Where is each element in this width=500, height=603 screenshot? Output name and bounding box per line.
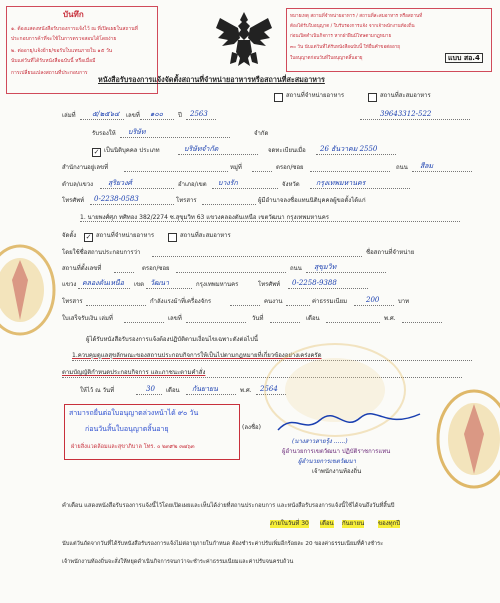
top-left-stamp-title: บันทึก bbox=[63, 10, 84, 19]
dotted-line bbox=[90, 204, 174, 205]
dotted-line bbox=[136, 394, 162, 395]
option-food-storage-label: สถานที่สะสมอาหาร bbox=[380, 92, 431, 99]
registered-date: 26 ธันวาคม 2550 bbox=[320, 145, 378, 153]
issued-year: 2564 bbox=[260, 385, 278, 393]
fee-value: 200 bbox=[366, 296, 380, 304]
dotted-line bbox=[354, 305, 394, 306]
issued-date-label: ให้ไว้ ณ วันที่ bbox=[80, 387, 115, 394]
dotted-line bbox=[114, 272, 134, 273]
setup-label: จัดตั้ง bbox=[62, 232, 77, 239]
receipt-label: ใบเสร็จรับเงิน เล่มที่ bbox=[62, 315, 113, 322]
authorized-person: 1. นายพงศ์ศุภ ทศิทอง 382/2274 ซ.สุขุมวิท 63 แขวงคลองตันเหนือ เขตวัฒนา กรุงเทพมหานคร bbox=[80, 214, 329, 221]
dotted-line bbox=[140, 119, 174, 120]
top-right-stamp bbox=[286, 8, 492, 72]
dotted-line bbox=[80, 221, 460, 222]
document-title: หนังสือรับรองการแจ้งจัดตั้งสถานที่จำหน่ายอาหารหรือสถานที่สะสมอาหาร bbox=[98, 75, 325, 84]
issued-year-label: พ.ศ. bbox=[240, 387, 252, 394]
year-label: ปี bbox=[178, 112, 182, 119]
conditions-heading: ผู้ได้รับหนังสือรับรองการแจ้งต้องปฏิบัติตามเงื่อนไขเฉพาะดังต่อไปนี้ bbox=[86, 336, 258, 343]
fee-label: ค่าธรรมเนียม bbox=[312, 298, 348, 305]
location-khet-label: เขต bbox=[134, 281, 145, 288]
top-left-stamp-line: นับแต่วันที่ได้รับหนังสือฉบับนี้ หรือเมื่อมี bbox=[11, 58, 96, 64]
issued-month: กันยายน bbox=[192, 385, 218, 393]
receipt-month-label: เดือน bbox=[306, 315, 320, 322]
dotted-line bbox=[288, 288, 368, 289]
location-road-value: สุขุมวิท bbox=[314, 263, 337, 271]
phone-label: โทรศัพท์ bbox=[62, 197, 85, 204]
dotted-line bbox=[326, 322, 380, 323]
dotted-line bbox=[402, 322, 442, 323]
top-right-stamp-line: ๓๐ วัน นับแต่วันที่ได้รับหนังสือฉบับนี้ ให้ยื่นคำขอต่ออายุ bbox=[290, 45, 400, 50]
ref-code: 39643312-522 bbox=[380, 110, 432, 118]
form-code: แบบ สอ.4 bbox=[445, 53, 483, 63]
authorized-label: ผู้มีอำนาจลงชื่อแทนนิติบุคคลผู้ขอตั้งได้แก่ bbox=[258, 197, 366, 204]
office-label: สำนักงานอยู่เลขที่ bbox=[62, 164, 109, 171]
renewal-stamp-line: ก่อนวันสิ้นใบอนุญาตสิ้นอายุ bbox=[85, 425, 169, 433]
book-number-label: เล่มที่ bbox=[62, 112, 76, 119]
condition-item: ตามบัญญัติกำหนดประกอบกิจการ และภาชนะตามคำสั่ง bbox=[62, 369, 206, 376]
footer-every-year: ของทุกปี bbox=[378, 520, 401, 527]
fax-label: โทรสาร bbox=[176, 197, 197, 204]
signatory-name: (นางสาวสายรุ้ง ......) bbox=[292, 438, 348, 445]
signatory-position: ผู้อำนวยการเขตวัฒนา ปฏิบัติราชการแทน bbox=[282, 448, 391, 455]
province-value: กรุงเทพมหานคร bbox=[316, 179, 366, 187]
location-district-value: คลองตันเหนือ bbox=[82, 279, 124, 287]
issued-day: 30 bbox=[146, 385, 155, 393]
renewal-stamp-line: ฝ่ายสิ่งแวดล้อมและสุขาภิบาล โทร. ๐ ๒๓๙๒ ๓๗๖๓ bbox=[71, 444, 195, 450]
checkbox-legal-entity[interactable]: ✓ bbox=[93, 148, 100, 156]
road-label: ถนน bbox=[396, 164, 408, 171]
footer-deadline-row bbox=[62, 520, 472, 530]
dotted-line bbox=[360, 119, 470, 120]
footer-deadline: ภายในวันที่ 30 bbox=[270, 520, 309, 527]
year-value: 2563 bbox=[190, 110, 208, 118]
location-tel-value: 0-2258-9388 bbox=[292, 279, 337, 287]
receipt-year-label: พ.ศ. bbox=[384, 315, 396, 322]
dotted-line bbox=[152, 256, 362, 257]
dotted-line bbox=[176, 272, 286, 273]
workers-label: คนงาน bbox=[264, 298, 283, 305]
dotted-line bbox=[310, 171, 390, 172]
book-number-value: ๕/๒๕๖๔ bbox=[92, 110, 120, 118]
top-right-stamp-line: ก่อนเปิดดำเนินกิจการ หากฝ่าฝืนมีโทษตามกฎหมาย bbox=[290, 34, 392, 39]
company-suffix: จำกัด bbox=[254, 130, 269, 137]
renewal-stamp-line: สามารถยื่นต่อใบอนุญาตล่วงหน้าได้ ๙๐ วัน bbox=[69, 409, 199, 417]
business-label: โดยใช้ชื่อสถานประกอบการว่า bbox=[62, 249, 141, 256]
option-food-sale-label: สถานที่จำหน่ายอาหาร bbox=[286, 92, 345, 99]
issued-to-label: รับรองให้ bbox=[92, 130, 116, 137]
signature-image bbox=[274, 410, 424, 436]
top-right-stamp-line: หมายเหตุ สถานที่จำหน่ายอาหาร / สถานที่สะสมอาหาร หรือสถานที่ bbox=[290, 14, 423, 19]
dotted-line bbox=[412, 171, 472, 172]
baht-label: บาท bbox=[398, 298, 410, 305]
receipt-no-label: เลขที่ bbox=[168, 315, 182, 322]
top-left-stamp-line: ประกอบการค้าที่จะใช้ในการตรวจสอบได้โดยง่าย bbox=[11, 36, 117, 42]
location-label: สถานที่ตั้งเลขที่ bbox=[62, 265, 102, 272]
signature-label: (ลงชื่อ) bbox=[242, 424, 261, 431]
location-road-label: ถนน bbox=[290, 265, 302, 272]
registered-label: จดทะเบียนเมื่อ bbox=[268, 147, 306, 154]
district-label: อำเภอ/เขต bbox=[178, 181, 207, 188]
horsepower-label: กำลังแรงม้าที่เครื่องจักร bbox=[150, 298, 212, 305]
dotted-line bbox=[212, 188, 278, 189]
location-province-value: กรุงเทพมหานคร bbox=[196, 281, 239, 288]
footer-month: กันยายน bbox=[342, 520, 365, 527]
checkbox-setup-food-sale[interactable]: ✓ bbox=[85, 233, 92, 241]
receipt-date-label: วันที่ bbox=[252, 315, 264, 322]
soi-label: ตรอก/ซอย bbox=[276, 164, 304, 171]
dotted-line bbox=[100, 188, 174, 189]
footer-suspension: เจ้าพนักงานท้องถิ่นจะสั่งให้หยุดดำเนินกิจการจนกว่าจะชำระค่าธรรมเนียมและค่าปรับจนครบถ้วน bbox=[62, 559, 294, 565]
footer-warning: คำเตือน แสดงหนังสือรับรองการแจ้งนี้ไว้โดยเปิดเผยและเห็นได้ง่ายที่สถานประกอบการ และหนังสือรับรองการแจ้งนี้ใช้ได้จนถึงวันที่สิ้นปี bbox=[62, 503, 395, 509]
dotted-line bbox=[270, 322, 300, 323]
checkbox-food-sale[interactable] bbox=[274, 93, 283, 102]
phone-value: 0-2238-0583 bbox=[94, 195, 139, 203]
setup-food-storage-label: สถานที่สะสมอาหาร bbox=[180, 232, 231, 239]
issued-month-label: เดือน bbox=[166, 387, 180, 394]
dotted-line bbox=[86, 305, 146, 306]
dotted-line bbox=[310, 188, 410, 189]
setup-food-sale-label: สถานที่จำหน่ายอาหาร bbox=[96, 232, 155, 239]
dotted-line bbox=[186, 322, 246, 323]
renewal-stamp bbox=[64, 404, 240, 460]
legal-entity-type: บริษัทจำกัด bbox=[184, 145, 219, 153]
signatory-position: ผู้อำนวยการเขตวัฒนา bbox=[298, 458, 357, 465]
top-right-stamp-line: ต้องได้รับใบอนุญาต / ใบรับรองการแจ้ง จากเจ้าพนักงานท้องถิ่น bbox=[290, 24, 415, 29]
issued-to-value: บริษัท bbox=[128, 128, 146, 136]
dotted-line bbox=[124, 322, 164, 323]
condition-item: 1.ควบคุมดูแลสุขลักษณะของสถานประกอบกิจการให้เป็นไปตามกฎหมายที่เกี่ยวข้องอย่างเคร่งครัด bbox=[72, 352, 322, 359]
dotted-line bbox=[186, 394, 236, 395]
checkbox-food-storage[interactable] bbox=[368, 93, 377, 102]
dotted-line bbox=[124, 171, 228, 172]
thai-seal-left-image bbox=[0, 240, 58, 340]
footer-month-label: เดือน bbox=[320, 520, 334, 527]
dotted-line bbox=[78, 288, 130, 289]
subdistrict-value: สุริยวงศ์ bbox=[108, 179, 132, 187]
location-district-label: แขวง bbox=[62, 281, 77, 288]
location-khet-value: วัฒนา bbox=[150, 279, 169, 287]
legal-entity-label: เป็นนิติบุคคล ประเภท bbox=[104, 147, 160, 154]
top-left-stamp-line: ๒. ต่ออายุ/แจ้งย้าย/ขอรับใบแทนภายใน ๑๕ วัน bbox=[11, 48, 113, 54]
checkbox-setup-food-storage[interactable] bbox=[168, 233, 177, 242]
dotted-line bbox=[306, 272, 386, 273]
dotted-line bbox=[178, 154, 258, 155]
thai-seal-right-image bbox=[434, 384, 500, 494]
dotted-line bbox=[146, 288, 192, 289]
district-value: บางรัก bbox=[218, 179, 238, 187]
business-name-label: ชื่อสถานที่จำหน่าย bbox=[366, 249, 415, 256]
subdistrict-label: ตำบล/แขวง bbox=[62, 181, 94, 188]
top-left-stamp-line: ๑. ต้องแสดงหนังสือรับรองการแจ้งไว้ ณ ที่เปิดเผยในสถานที่ bbox=[11, 26, 138, 32]
dotted-line bbox=[80, 119, 124, 120]
moo-label: หมู่ที่ bbox=[230, 164, 242, 171]
dotted-line bbox=[202, 204, 256, 205]
dotted-line bbox=[252, 171, 272, 172]
province-label: จังหวัด bbox=[282, 181, 300, 188]
footer-penalty: นับแต่วันถัดจากวันที่ได้รับหนังสือรับรองการแจ้งไม่ต่อายุภายในกำหนด ต้องชำระค่าปรับเพิ่มอีกร้อยละ 20 ของค่าธรรมเนียมที่ค้างชำระ bbox=[62, 541, 384, 547]
dotted-line bbox=[120, 137, 230, 138]
location-soi-label: ตรอก/ซอย bbox=[142, 265, 170, 272]
dotted-line bbox=[230, 305, 260, 306]
top-right-stamp-line: ใบอนุญาตก่อนวันที่ใบอนุญาตสิ้นอายุ bbox=[290, 56, 363, 61]
fax2-label: โทรสาร bbox=[62, 298, 83, 305]
dotted-line bbox=[286, 305, 310, 306]
road-value: สีลม bbox=[420, 162, 434, 170]
garuda-emblem bbox=[214, 8, 274, 70]
dotted-line bbox=[316, 154, 396, 155]
doc-no-label: เลขที่ bbox=[126, 112, 140, 119]
location-tel-label: โทรศัพท์ bbox=[258, 281, 281, 288]
signatory-position: เจ้าพนักงานท้องถิ่น bbox=[312, 468, 362, 475]
top-left-stamp-line: การเปลี่ยนแปลงสถานที่ประกอบการ bbox=[11, 70, 88, 76]
doc-no-value: ๑๐๐ bbox=[150, 110, 163, 118]
dotted-line bbox=[186, 119, 216, 120]
